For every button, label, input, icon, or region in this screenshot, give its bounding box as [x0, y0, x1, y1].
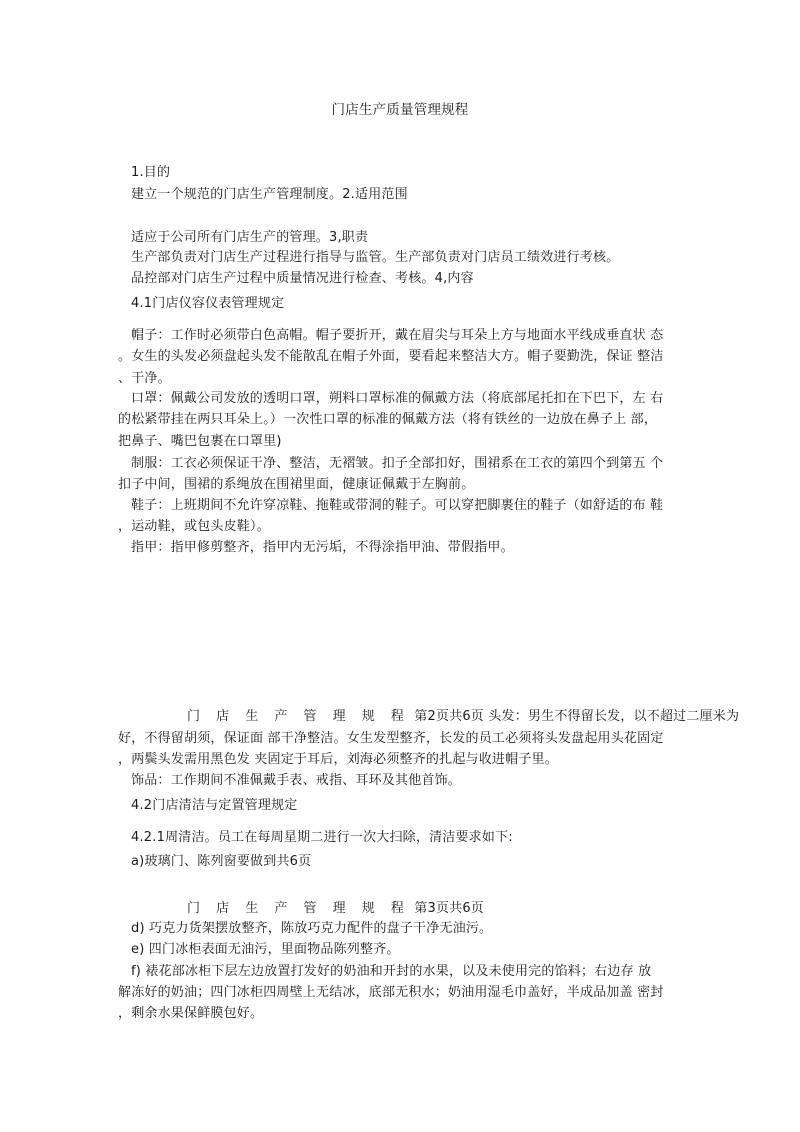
paragraph-line: 口罩：佩戴公司发放的透明口罩，朔料口罩标准的佩戴方法（将底部尾托扣在下巴下，左 右 — [131, 391, 664, 406]
paragraph-line: 、干净。 — [118, 371, 171, 386]
paragraph-line: 帽子：工作时必须带白色高帽。帽子要折开，戴在眉尖与耳朵上方与地面水平线成垂直状 态 — [131, 328, 664, 343]
section-heading: 4.1门店仪容仪表管理规定 — [131, 296, 285, 311]
paragraph-line: 扣子中间，围裙的系绳放在围裙里面，健康证佩戴于左胸前。 — [118, 477, 475, 492]
paragraph-line: 饰品：工作期间不准佩戴手表、戒指、耳环及其他首饰。 — [131, 773, 462, 788]
footer-running-title: 门 店 生 产 管 理 规 程 — [187, 901, 410, 916]
paragraph-line: 适应于公司所有门店生产的管理。3,职责 — [131, 230, 369, 245]
paragraph-line: 建立一个规范的门店生产管理制度。2.适用范围 — [131, 187, 408, 202]
paragraph-line: ，两鬓头发需用黑色发 夹固定于耳后，刘海必须整齐的扎起与收进帽子里。 — [118, 752, 558, 767]
paragraph-line: ，运动鞋，或包头皮鞋）。 — [118, 519, 270, 534]
page-footer-3 — [187, 900, 484, 918]
footer-page-number: 第3页共6页 — [409, 901, 485, 916]
paragraph-line: 品控部对门店生产过程中质量情况进行检查、考核。4,内容 — [131, 271, 474, 286]
footer-running-title: 门 店 生 产 管 理 规 程 — [187, 709, 410, 724]
paragraph-line: 4.2.1周清洁。员工在每周星期二进行一次大扫除，清洁要求如下: — [131, 830, 513, 845]
list-item: f) 裱花部冰柜下层左边放置打发好的奶油和开封的水果，以及未使用完的馅料；右边存 放 — [131, 964, 652, 979]
section-heading: 4.2门店清洁与定置管理规定 — [131, 798, 298, 813]
paragraph-line: a)玻璃门、陈列窗要做到共6页 — [131, 854, 312, 869]
paragraph-line: 生产部负责对门店生产过程进行指导与监管。生产部负责对门店员工绩效进行考核。 — [131, 250, 620, 265]
paragraph-line: ，剩余水果保鲜膜包好。 — [118, 1006, 264, 1021]
paragraph-line: 解冻好的奶油；四门冰柜四周壁上无结冰，底部无积水；奶油用湿毛巾盖好，半成品加盖 密封 — [118, 985, 664, 1000]
list-item: e) 四门冰柜表面无油污，里面物品陈列整齐。 — [131, 942, 400, 957]
paragraph-line: 制服：工衣必须保证干净、整洁，无褶皱。扣子全部扣好，围裙系在工衣的第四个到第五 个 — [131, 456, 664, 471]
section-heading: 1.目的 — [131, 165, 171, 180]
page-footer-2 — [187, 708, 739, 726]
paragraph-line: 鞋子：上班期间不允许穿凉鞋、拖鞋或带洞的鞋子。可以穿把脚裹住的鞋子（如舒适的布 鞋 — [131, 498, 664, 513]
paragraph-line: 把鼻子、嘴巴包裹在口罩里) — [118, 434, 282, 449]
paragraph-line: 指甲：指甲修剪整齐，指甲内无污垢，不得涂指甲油、带假指甲。 — [131, 540, 514, 555]
list-item: d) 巧克力货架摆放整齐，陈放巧克力配件的盘子干净无油污。 — [131, 921, 493, 936]
paragraph-line: 好，不得留胡须，保证面 部干净整洁。女生发型整齐，长发的员工必须将头发盘起用头花固定 — [118, 731, 664, 746]
paragraph-line: 。女生的头发必须盘起头发不能散乱在帽子外面，要看起来整洁大方。帽子要勤洗，保证 整洁 — [118, 349, 664, 364]
page-title: 门店生产质量管理规程 — [331, 102, 469, 118]
paragraph-line: 的松紧带挂在两只耳朵上。）一次性口罩的标准的佩戴方法（将有铁丝的一边放在鼻子上 部， — [118, 412, 658, 427]
footer-page-continuation: 第2页共6页 头发：男生不得留长发，以不超过二厘米为 — [409, 709, 740, 724]
